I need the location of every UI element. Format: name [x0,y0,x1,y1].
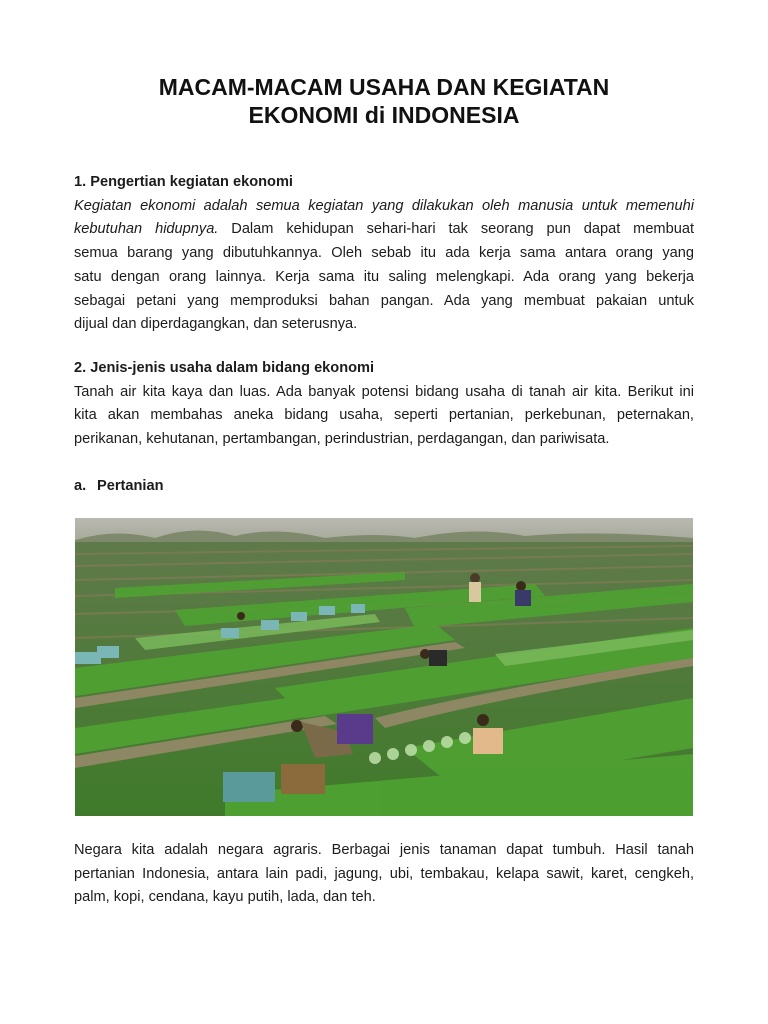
paragraph-line [74,218,694,242]
paragraph-line [74,313,694,337]
paragraph-line: Tanah air kita kaya dan luas. Ada banyak potensi bidang usaha di tanah air kita. Berikut ini [74,383,694,400]
paragraph-line [74,290,694,314]
section-1-paragraph [74,195,694,337]
section-agriculture-text [74,839,694,910]
document-title [74,73,694,129]
italic-text: kebutuhan hidupnya. [74,221,219,238]
paragraph-line: Negara kita adalah negara agraris. Berbagai jenis tanaman dapat tumbuh. Hasil tanah [74,842,694,858]
section-1-heading: 1. Pengertian kegiatan ekonomi [74,174,293,190]
farm-field-photo [75,518,693,816]
section-3-paragraph [74,839,694,910]
paragraph-line [74,242,694,266]
paragraph-line [74,195,694,219]
section-2-heading: 2. Jenis-jenis usaha dalam bidang ekonomi [74,360,375,376]
paragraph-line: palm, kopi, cendana, kayu putih, lada, dan teh. [74,889,376,906]
text: dijual dan diperdagangkan, dan seterusnya. [74,316,358,333]
paragraph-line: perikanan, kehutanan, pertambangan, perindustrian, perdagangan, dan pariwisata. [74,431,610,448]
farm-field-illustration [75,518,693,816]
title-line-1: MACAM-MACAM USAHA DAN KEGIATAN [158,74,610,100]
section-definition [74,171,694,337]
text: semua barang yang dibutuhkannya. Oleh sebab itu ada kerja sama antara orang yang [74,245,694,262]
title-line-2: EKONOMI di INDONESIA [248,102,520,128]
section-business-types [74,357,694,452]
text: Dalam kehidupan sehari-hari tak seorang pun dapat membuat [218,221,694,238]
paragraph-line: kita akan membahas aneka bidang usaha, seperti pertanian, perkebunan, peternakan, [74,407,694,424]
text: satu dengan orang lainnya. Kerja sama itu saling melengkapi. Ada orang yang bekerja [74,268,694,285]
section-2-paragraph [74,381,694,452]
subsection-letter: a. [74,478,87,494]
paragraph-line [74,266,694,290]
paragraph-line: pertanian Indonesia, antara lain padi, jagung, ubi, tembakau, kelapa sawit, karet, cengkeh, [74,865,694,882]
italic-text: Kegiatan ekonomi adalah semua kegiatan yang dilakukan oleh manusia untuk memenuhi [74,197,694,214]
subsection-heading-agriculture [74,476,164,496]
subsection-label: Pertanian [97,478,164,494]
text: sebagai petani yang memproduksi bahan pangan. Ada yang membuat pakaian untuk [74,292,694,309]
